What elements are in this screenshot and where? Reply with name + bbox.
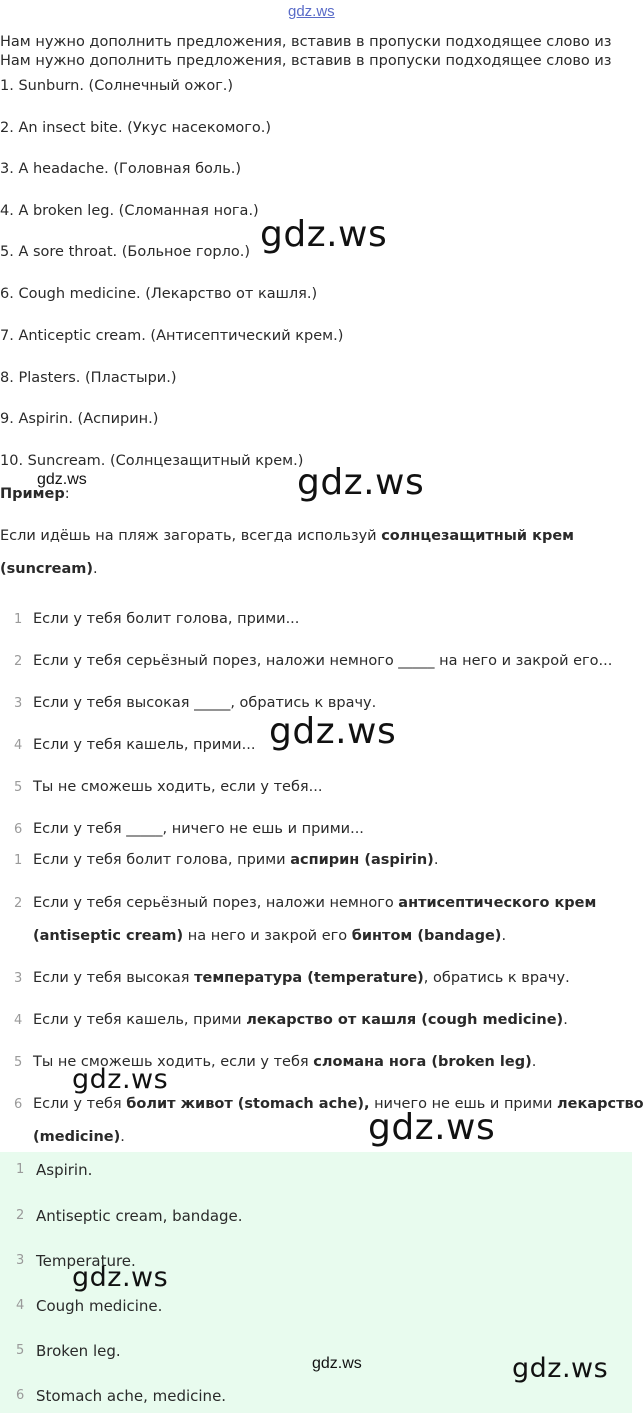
list-text: Если у тебя болит живот (stomach ache), ничего не ешь и прими лекарство <box>33 1096 644 1112</box>
list-text: Если у тебя кашель, прими... <box>33 737 256 753</box>
list-number: 6 <box>14 822 23 837</box>
answer-text: Cough medicine. <box>36 1297 163 1315</box>
intro-cut-line: Нам нужно дополнить предложения, вставив в пропуски подходящее слово из <box>0 53 612 69</box>
watermark-top[interactable]: gdz.ws <box>288 3 335 20</box>
list-text: Если у тебя кашель, прими лекарство от кашля (cough medicine). <box>33 1012 568 1028</box>
list-number: 5 <box>16 1343 25 1358</box>
watermark: gdz.ws <box>72 1262 169 1293</box>
list-number: 4 <box>16 1298 25 1313</box>
list-text-continued: (medicine). <box>33 1129 125 1145</box>
list-number: 4 <box>14 738 23 753</box>
list-text: Если у тебя высокая _____, обратись к врачу. <box>33 695 377 711</box>
answer-text: Broken leg. <box>36 1342 121 1360</box>
answer-text: Temperature. <box>36 1252 136 1270</box>
example-line-2: (suncream). <box>0 561 98 577</box>
vocab-item: 3. A headache. (Головная боль.) <box>0 161 242 177</box>
list-text: Если у тебя высокая температура (temperature), обратись к врачу. <box>33 970 570 986</box>
watermark: gdz.ws <box>72 1064 169 1095</box>
list-number: 3 <box>14 971 23 986</box>
watermark: gdz.ws <box>312 1355 362 1372</box>
answer-text: Aspirin. <box>36 1161 93 1179</box>
vocab-item: 1. Sunburn. (Солнечный ожог.) <box>0 78 234 94</box>
watermark: gdz.ws <box>297 462 425 503</box>
watermark: gdz.ws <box>512 1353 609 1384</box>
vocab-item: 4. A broken leg. (Сломанная нога.) <box>0 203 259 219</box>
vocab-item: 6. Cough medicine. (Лекарство от кашля.) <box>0 286 318 302</box>
answer-text: Stomach ache, medicine. <box>36 1387 227 1405</box>
list-number: 1 <box>14 612 23 627</box>
list-number: 4 <box>14 1013 23 1028</box>
list-text: Если у тебя болит голова, прими аспирин (aspirin). <box>33 852 439 868</box>
list-number: 2 <box>14 896 23 911</box>
answer-text: Antiseptic cream, bandage. <box>36 1207 243 1225</box>
list-text: Ты не сможешь ходить, если у тебя сломана нога (broken leg). <box>33 1054 537 1070</box>
watermark: gdz.ws <box>368 1107 496 1148</box>
vocab-item: 5. A sore throat. (Больное горло.) <box>0 244 251 260</box>
list-number: 6 <box>14 1097 23 1112</box>
list-number: 5 <box>14 780 23 795</box>
list-number: 6 <box>16 1388 25 1403</box>
list-number: 3 <box>14 696 23 711</box>
list-number: 1 <box>16 1162 25 1177</box>
list-text: Если у тебя серьёзный порез, наложи немного _____ на него и закрой его... <box>33 653 613 669</box>
list-number: 5 <box>14 1055 23 1070</box>
list-text: Если у тебя _____, ничего не ешь и прими... <box>33 821 364 837</box>
list-text: Если у тебя болит голова, прими... <box>33 611 300 627</box>
list-number: 2 <box>14 654 23 669</box>
list-text: Ты не сможешь ходить, если у тебя... <box>33 779 323 795</box>
vocab-item: 2. An insect bite. (Укус насекомого.) <box>0 120 272 136</box>
list-text: Если у тебя серьёзный порез, наложи немного антисептического крем <box>33 895 597 911</box>
list-number: 2 <box>16 1208 25 1223</box>
watermark: gdz.ws <box>269 711 397 752</box>
list-number: 3 <box>16 1253 25 1268</box>
example-label: Пример: <box>0 486 70 502</box>
vocab-item: 7. Anticeptic cream. (Антисептический крем.) <box>0 328 344 344</box>
list-number: 1 <box>14 853 23 868</box>
intro-text: Нам нужно дополнить предложения, вставив в пропуски подходящее слово из <box>0 34 612 50</box>
vocab-item: 8. Plasters. (Пластыри.) <box>0 370 177 386</box>
vocab-item: 9. Aspirin. (Аспирин.) <box>0 411 159 427</box>
vocab-item: 10. Suncream. (Солнцезащитный крем.) <box>0 453 304 469</box>
list-text-continued: (antiseptic cream) на него и закрой его бинтом (bandage). <box>33 928 507 944</box>
example-line-1: Если идёшь на пляж загорать, всегда используй солнцезащитный крем <box>0 528 575 544</box>
watermark: gdz.ws <box>37 471 87 488</box>
watermark: gdz.ws <box>260 214 388 255</box>
